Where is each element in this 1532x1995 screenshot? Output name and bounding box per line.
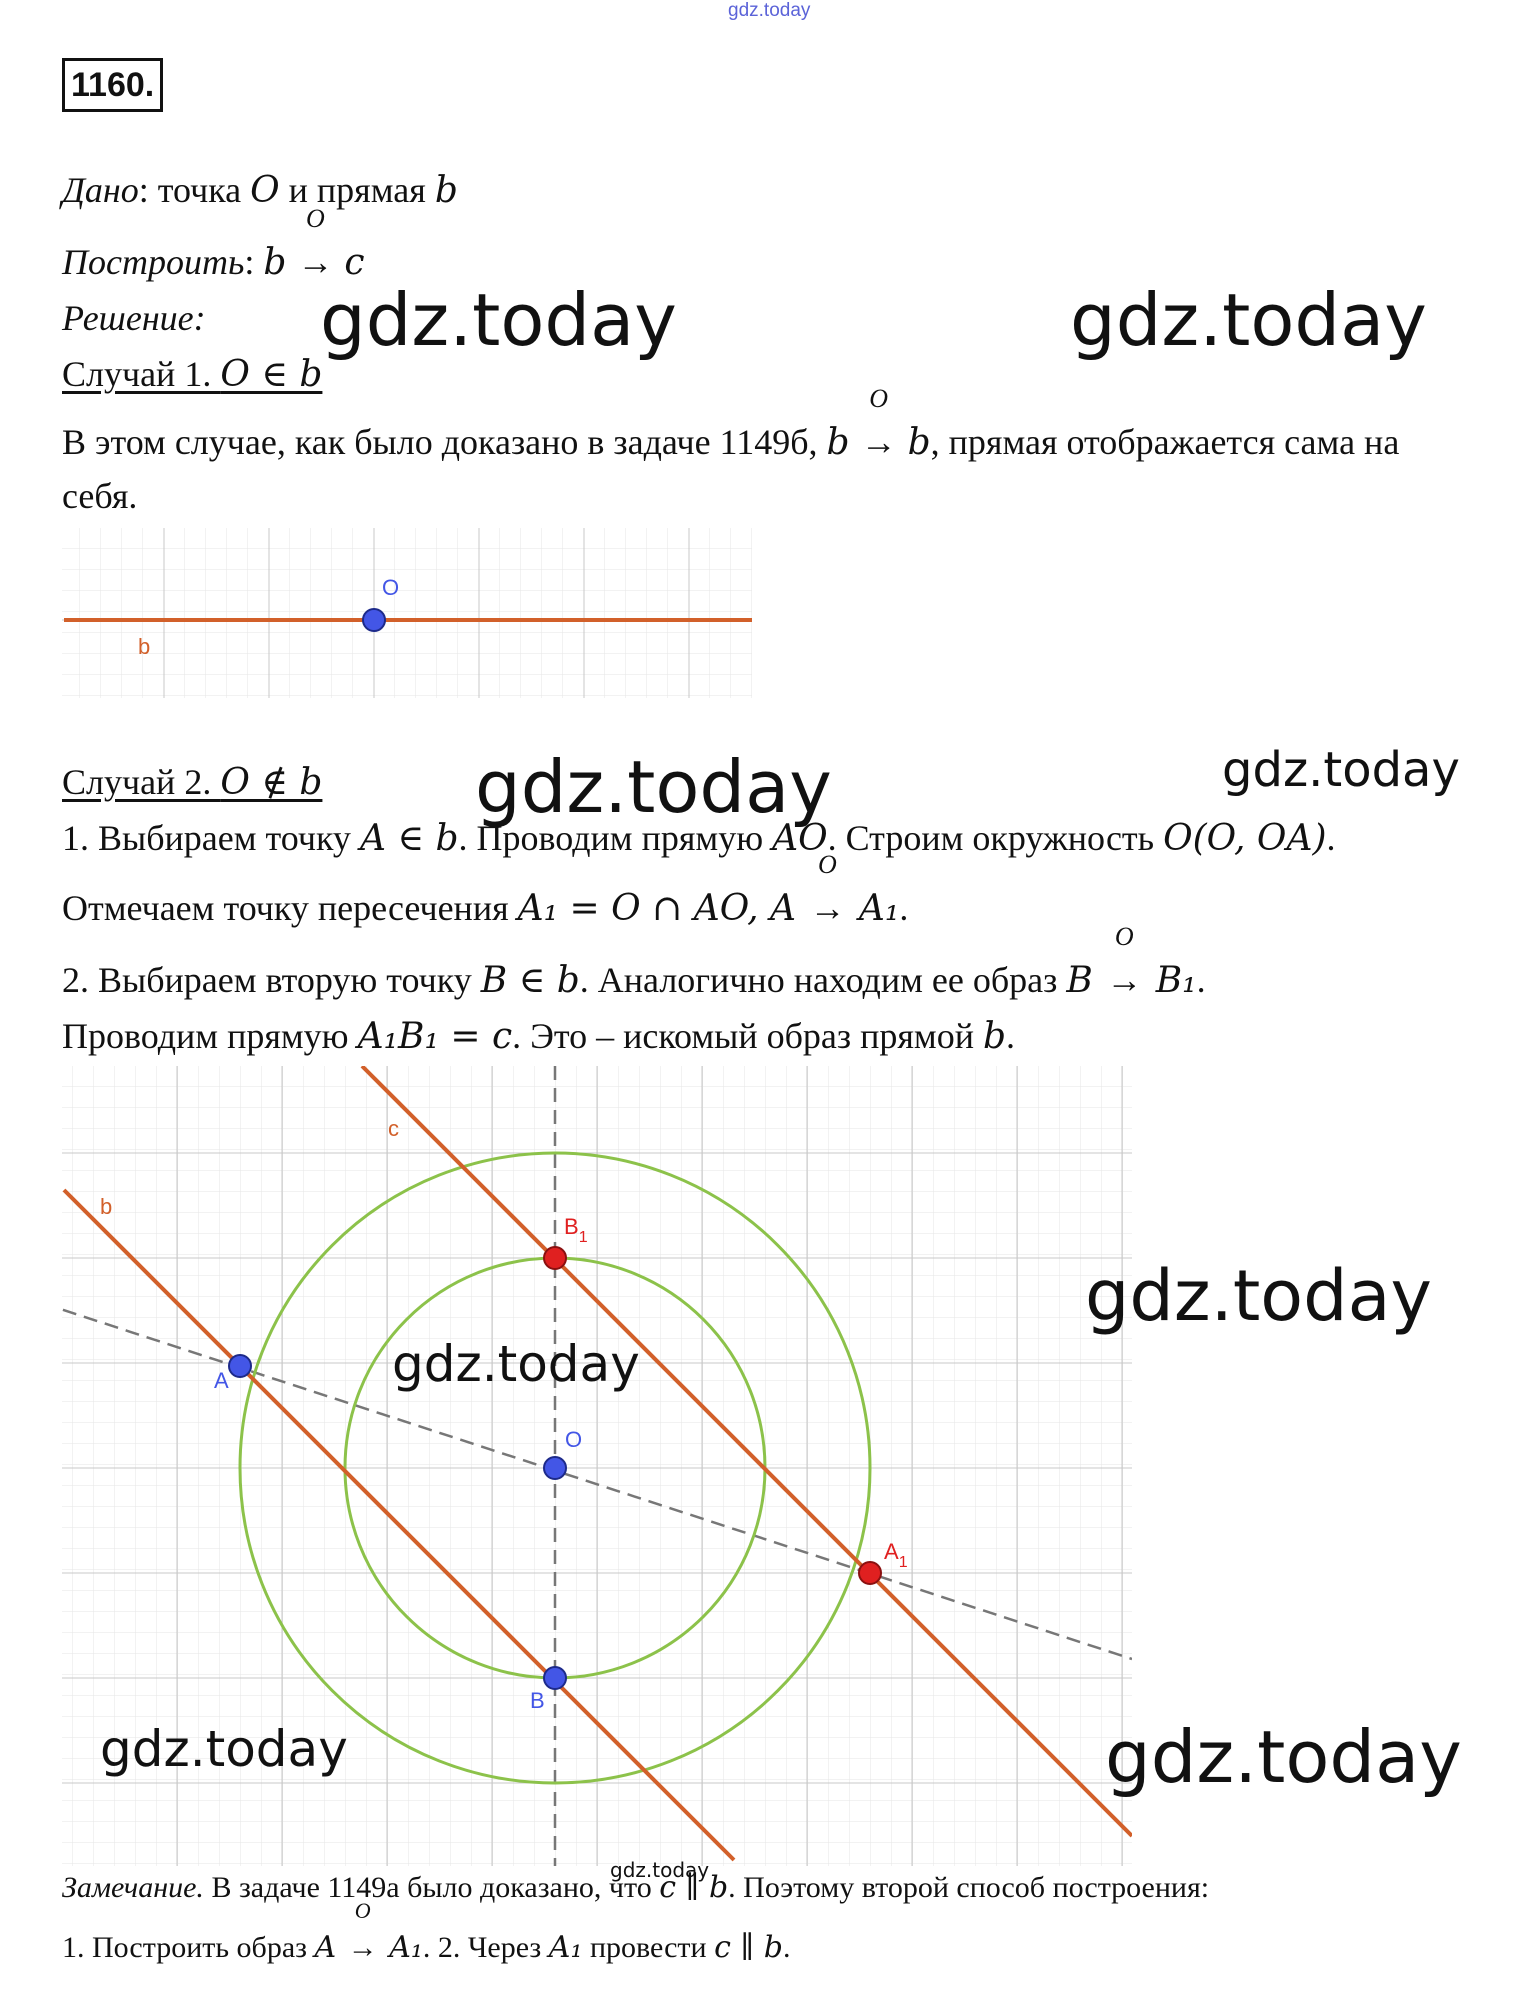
note-line2-a: 1. Построить образ — [62, 1931, 315, 1964]
case1-to: b — [907, 422, 931, 463]
step2b-d: b — [982, 1016, 1007, 1057]
step2b-e: . — [1006, 1016, 1016, 1056]
case1-arrow: → O — [860, 384, 897, 462]
point-a1 — [859, 1562, 881, 1584]
step1-e: . Строим окружность — [827, 818, 1164, 858]
note-parallel: c ∥ b — [659, 1870, 729, 1905]
watermark-9: gdz.today — [610, 1858, 710, 1882]
case1-text-b: , прямая отображается сама на — [930, 422, 1400, 462]
step2b-c: . Это – искомый образ прямой — [512, 1016, 983, 1056]
step1b-c: A₁ — [847, 888, 900, 929]
step1b-b: A₁ = O ∩ AO, A — [517, 888, 808, 929]
note-label: Замечание. — [62, 1871, 204, 1904]
step1-a: 1. Выбираем точку — [62, 818, 360, 858]
case2-condition: O ∉ b — [220, 762, 323, 803]
step2-arrow: → O — [1106, 922, 1143, 1000]
step1b-arrow: → O — [809, 850, 846, 928]
given-point: O — [250, 170, 280, 211]
point-b — [544, 1667, 566, 1689]
watermark-3: gdz.today — [475, 745, 832, 829]
point-o — [544, 1457, 566, 1479]
step2-c: . Аналогично находим ее образ — [579, 960, 1067, 1000]
note-line2-g: c ∥ b — [714, 1930, 784, 1965]
label-b1-main: B — [564, 1214, 579, 1239]
note-line2-c: A₁ — [379, 1930, 423, 1965]
case2-step2 — [62, 922, 1206, 1003]
case1-text — [62, 384, 1400, 465]
watermark-6: gdz.today — [392, 1335, 640, 1393]
watermark-5: gdz.today — [1085, 1255, 1432, 1337]
step1-b: A ∈ b — [359, 818, 459, 859]
note-line2-f: провести — [582, 1931, 715, 1964]
case2-step2b — [62, 1014, 1015, 1059]
label-b1-sub: 1 — [578, 1229, 588, 1246]
note-line2-d: . 2. Через — [422, 1931, 549, 1964]
step1-c: . Проводим прямую — [458, 818, 773, 858]
step1b-center: O — [818, 850, 837, 879]
label-b-point: B — [530, 1688, 545, 1713]
case1-text-a: В этом случае, как было доказано в задаче 1149б, — [62, 422, 827, 462]
construct-to: c — [344, 242, 365, 283]
step2-f: . — [1196, 960, 1206, 1000]
label-o: O — [382, 575, 400, 600]
watermark-8: gdz.today — [1105, 1715, 1462, 1799]
point-o — [363, 609, 385, 631]
label-o: O — [565, 1427, 583, 1452]
problem-number: 1160. — [62, 58, 163, 112]
solution-label: Решение: — [62, 298, 206, 338]
given-text: : точка — [138, 170, 251, 210]
step1-f: O(O, OA) — [1163, 818, 1327, 859]
note-line2-e: A₁ — [548, 1930, 583, 1965]
step2-e: B₁ — [1144, 960, 1197, 1001]
given-label: Дано — [62, 170, 139, 210]
step2-d: B — [1066, 960, 1105, 1001]
note-line2-b: A — [314, 1930, 346, 1965]
note-line2-h: . — [783, 1931, 791, 1964]
label-a1-sub: 1 — [898, 1554, 908, 1571]
case1-text-c: себя. — [62, 476, 138, 516]
given-mid: и прямая — [279, 170, 435, 210]
point-b1 — [544, 1247, 566, 1269]
case1-title — [62, 352, 322, 397]
label-b: b — [100, 1194, 113, 1219]
case2-title — [62, 760, 322, 805]
watermark-1: gdz.today — [320, 278, 677, 362]
construct-from: b — [263, 242, 287, 283]
watermark-top: gdz.today — [728, 0, 811, 21]
label-a1-main: A — [884, 1539, 899, 1564]
step1-g: . — [1326, 818, 1336, 858]
case1-condition: O ∈ b — [220, 354, 323, 395]
step1b-a: Отмечаем точку пересечения — [62, 888, 518, 928]
step2b-a: Проводим прямую — [62, 1016, 358, 1056]
note-text-b: . Поэтому второй способ построения: — [728, 1871, 1210, 1904]
construct-colon: : — [244, 242, 264, 282]
case2-step1b — [62, 850, 909, 931]
label-c: c — [388, 1116, 399, 1141]
step2-a: 2. Выбираем вторую точку — [62, 960, 481, 1000]
step2-b: B ∈ b — [480, 960, 580, 1001]
point-a — [229, 1355, 251, 1377]
watermark-2: gdz.today — [1070, 278, 1427, 362]
given-line-name: b — [434, 170, 458, 211]
mapping-arrow: → O — [297, 204, 334, 282]
note-arrow: → O — [347, 1898, 378, 1964]
step2-center: O — [1114, 922, 1134, 951]
step1-d: AO — [772, 818, 828, 859]
case2-title-text: Случай 2. — [62, 762, 221, 802]
construct-label: Построить — [62, 242, 245, 282]
label-a: A — [214, 1368, 229, 1393]
case1-center: O — [869, 384, 888, 413]
mapping-center: O — [306, 204, 325, 233]
label-b: b — [138, 634, 151, 659]
note-center: O — [354, 1898, 371, 1923]
case1-from: b — [826, 422, 850, 463]
given-line — [62, 168, 458, 213]
figure-case1 — [62, 528, 752, 698]
note-line2 — [62, 1898, 791, 1968]
watermark-4: gdz.today — [1222, 742, 1460, 798]
note-text-a: В задаче 1149а было доказано, что — [203, 1871, 660, 1904]
watermark-7: gdz.today — [100, 1720, 348, 1778]
step1b-d: . — [899, 888, 909, 928]
case1-title-text: Случай 1. — [62, 354, 221, 394]
step2b-b: A₁B₁ = c — [357, 1016, 513, 1057]
